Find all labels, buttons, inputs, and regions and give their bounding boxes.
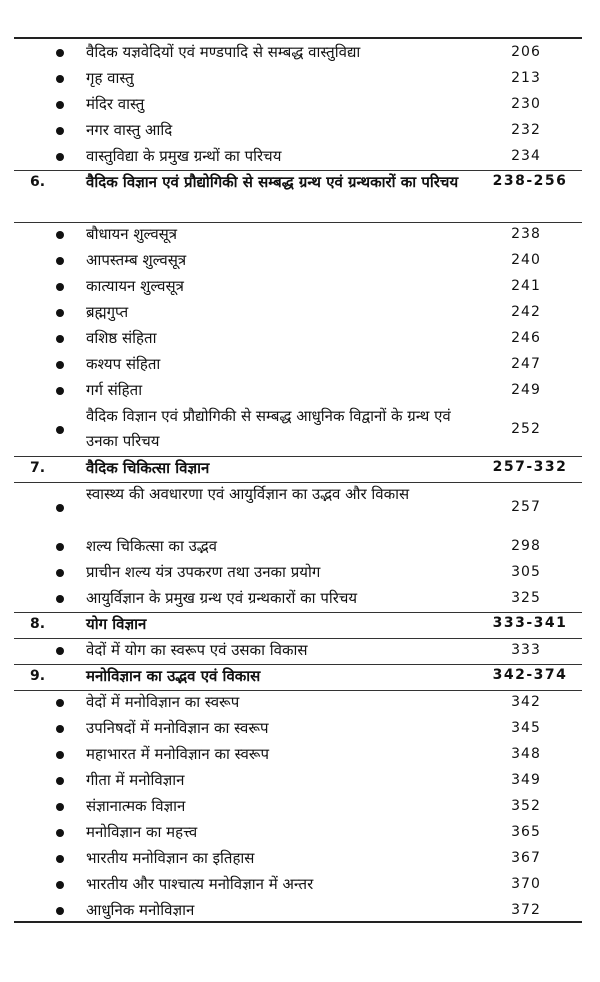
item-title: वैदिक यज्ञवेदियों एवं मण्डपादि से सम्बद्ध वास्तुविद्या bbox=[86, 43, 361, 61]
bullet-icon bbox=[56, 543, 64, 551]
section-number: 9. bbox=[30, 668, 46, 684]
item-title: मनोविज्ञान का महत्त्व bbox=[86, 823, 198, 841]
item-title: मंदिर वास्तु bbox=[86, 95, 145, 113]
bullet-icon bbox=[56, 127, 64, 135]
toc-section bbox=[0, 664, 600, 690]
item-title: गृह वास्तु bbox=[86, 69, 134, 87]
toc-item bbox=[0, 404, 600, 456]
bullet-icon bbox=[56, 504, 64, 512]
section-title: वैदिक विज्ञान एवं प्रौद्योगिकी से सम्बद्ध ग्रन्थ एवं ग्रन्थकारों का परिचय bbox=[86, 173, 459, 191]
item-title: नगर वास्तु आदि bbox=[86, 121, 173, 139]
toc-item bbox=[0, 534, 600, 560]
toc-item bbox=[0, 222, 600, 248]
item-title: उपनिषदों में मनोविज्ञान का स्वरूप bbox=[86, 719, 269, 737]
page-number: 240 bbox=[511, 252, 541, 268]
page-number: 246 bbox=[511, 330, 541, 346]
page-number: 342-374 bbox=[492, 667, 568, 683]
bullet-icon bbox=[56, 751, 64, 759]
page-number: 333-341 bbox=[492, 615, 568, 631]
toc-item bbox=[0, 248, 600, 274]
item-title: कश्यप संहिता bbox=[86, 355, 161, 373]
toc-section bbox=[0, 456, 600, 482]
page-number: 232 bbox=[511, 122, 541, 138]
page-number: 230 bbox=[511, 96, 541, 112]
page-number: 257-332 bbox=[492, 459, 568, 475]
item-title: आयुर्विज्ञान के प्रमुख ग्रन्थ एवं ग्रन्थकारों का परिचय bbox=[86, 589, 358, 607]
bullet-icon bbox=[56, 803, 64, 811]
item-title: गीता में मनोविज्ञान bbox=[86, 771, 185, 789]
toc-section bbox=[0, 170, 600, 222]
toc-item bbox=[0, 586, 600, 612]
item-title: आधुनिक मनोविज्ञान bbox=[86, 901, 195, 919]
page-number: 365 bbox=[511, 824, 541, 840]
page-number: 370 bbox=[511, 876, 541, 892]
bullet-icon bbox=[56, 569, 64, 577]
bullet-icon bbox=[56, 777, 64, 785]
section-title: योग विज्ञान bbox=[86, 615, 147, 633]
bullet-icon bbox=[56, 335, 64, 343]
page-number: 352 bbox=[511, 798, 541, 814]
page-number: 242 bbox=[511, 304, 541, 320]
page-number: 238-256 bbox=[492, 173, 568, 189]
section-number: 8. bbox=[30, 616, 46, 632]
toc-item bbox=[0, 820, 600, 846]
section-title: मनोविज्ञान का उद्भव एवं विकास bbox=[86, 667, 261, 685]
item-title: वैदिक विज्ञान एवं प्रौद्योगिकी से सम्बद्ध आधुनिक विद्वानों के ग्रन्थ एवं उनका परिचय bbox=[86, 407, 451, 450]
bullet-icon bbox=[56, 699, 64, 707]
item-title: आपस्तम्ब शुल्वसूत्र bbox=[86, 251, 187, 269]
item-title: ब्रह्मगुप्त bbox=[86, 303, 129, 321]
section-number: 7. bbox=[30, 460, 46, 476]
bullet-icon bbox=[56, 855, 64, 863]
toc-item bbox=[0, 638, 600, 664]
page-number: 257 bbox=[511, 499, 541, 515]
toc-item bbox=[0, 794, 600, 820]
item-title: भारतीय मनोविज्ञान का इतिहास bbox=[86, 849, 255, 867]
toc-item bbox=[0, 872, 600, 898]
page-number: 333 bbox=[511, 642, 541, 658]
page-number: 247 bbox=[511, 356, 541, 372]
bullet-icon bbox=[56, 881, 64, 889]
bullet-icon bbox=[56, 257, 64, 265]
toc-item bbox=[0, 274, 600, 300]
bullet-icon bbox=[56, 725, 64, 733]
toc-item bbox=[0, 846, 600, 872]
item-title: वेदों में योग का स्वरूप एवं उसका विकास bbox=[86, 641, 308, 659]
toc-item bbox=[0, 118, 600, 144]
item-title: गर्ग संहिता bbox=[86, 381, 143, 399]
section-number: 6. bbox=[30, 174, 46, 190]
bullet-icon bbox=[56, 426, 64, 434]
page-number: 367 bbox=[511, 850, 541, 866]
item-title: शल्य चिकित्सा का उद्भव bbox=[86, 537, 217, 555]
toc-item bbox=[0, 716, 600, 742]
page-number: 206 bbox=[511, 44, 541, 60]
page-number: 238 bbox=[511, 226, 541, 242]
bullet-icon bbox=[56, 283, 64, 291]
bullet-icon bbox=[56, 231, 64, 239]
bullet-icon bbox=[56, 907, 64, 915]
bullet-icon bbox=[56, 829, 64, 837]
bullet-icon bbox=[56, 75, 64, 83]
page-number: 345 bbox=[511, 720, 541, 736]
toc-item bbox=[0, 690, 600, 716]
page-number: 348 bbox=[511, 746, 541, 762]
toc-item bbox=[0, 66, 600, 92]
item-title: संज्ञानात्मक विज्ञान bbox=[86, 797, 186, 815]
page-number: 372 bbox=[511, 902, 541, 918]
page-number: 241 bbox=[511, 278, 541, 294]
toc-item bbox=[0, 144, 600, 170]
section-title: वैदिक चिकित्सा विज्ञान bbox=[86, 459, 210, 477]
toc-item bbox=[0, 40, 600, 66]
toc-item bbox=[0, 352, 600, 378]
item-title: भारतीय और पाश्चात्य मनोविज्ञान में अन्तर bbox=[86, 875, 314, 893]
item-title: वेदों में मनोविज्ञान का स्वरूप bbox=[86, 693, 240, 711]
bullet-icon bbox=[56, 361, 64, 369]
page-number: 349 bbox=[511, 772, 541, 788]
toc-item bbox=[0, 378, 600, 404]
item-title: प्राचीन शल्य यंत्र उपकरण तथा उनका प्रयोग bbox=[86, 563, 321, 581]
bullet-icon bbox=[56, 153, 64, 161]
toc-item bbox=[0, 482, 600, 534]
toc-item bbox=[0, 560, 600, 586]
page-number: 325 bbox=[511, 590, 541, 606]
toc-item bbox=[0, 326, 600, 352]
item-title: वास्तुविद्या के प्रमुख ग्रन्थों का परिचय bbox=[86, 147, 282, 165]
toc-item bbox=[0, 92, 600, 118]
page-number: 342 bbox=[511, 694, 541, 710]
bullet-icon bbox=[56, 647, 64, 655]
page-number: 305 bbox=[511, 564, 541, 580]
page-number: 252 bbox=[511, 421, 541, 437]
bullet-icon bbox=[56, 309, 64, 317]
bullet-icon bbox=[56, 387, 64, 395]
bullet-icon bbox=[56, 595, 64, 603]
page-number: 213 bbox=[511, 70, 541, 86]
page-number: 249 bbox=[511, 382, 541, 398]
bullet-icon bbox=[56, 49, 64, 57]
toc-item bbox=[0, 300, 600, 326]
top-rule bbox=[14, 37, 582, 39]
bullet-icon bbox=[56, 101, 64, 109]
item-title: महाभारत में मनोविज्ञान का स्वरूप bbox=[86, 745, 269, 763]
item-title: स्वास्थ्य की अवधारणा एवं आयुर्विज्ञान का उद्भव और विकास bbox=[86, 485, 410, 503]
page-number: 234 bbox=[511, 148, 541, 164]
item-title: वशिष्ठ संहिता bbox=[86, 329, 157, 347]
item-title: कात्यायन शुल्वसूत्र bbox=[86, 277, 184, 295]
toc-item bbox=[0, 768, 600, 794]
toc-item bbox=[0, 742, 600, 768]
page-number: 298 bbox=[511, 538, 541, 554]
item-title: बौधायन शुल्वसूत्र bbox=[86, 225, 178, 243]
toc-section bbox=[0, 612, 600, 638]
bottom-rule bbox=[14, 921, 582, 923]
